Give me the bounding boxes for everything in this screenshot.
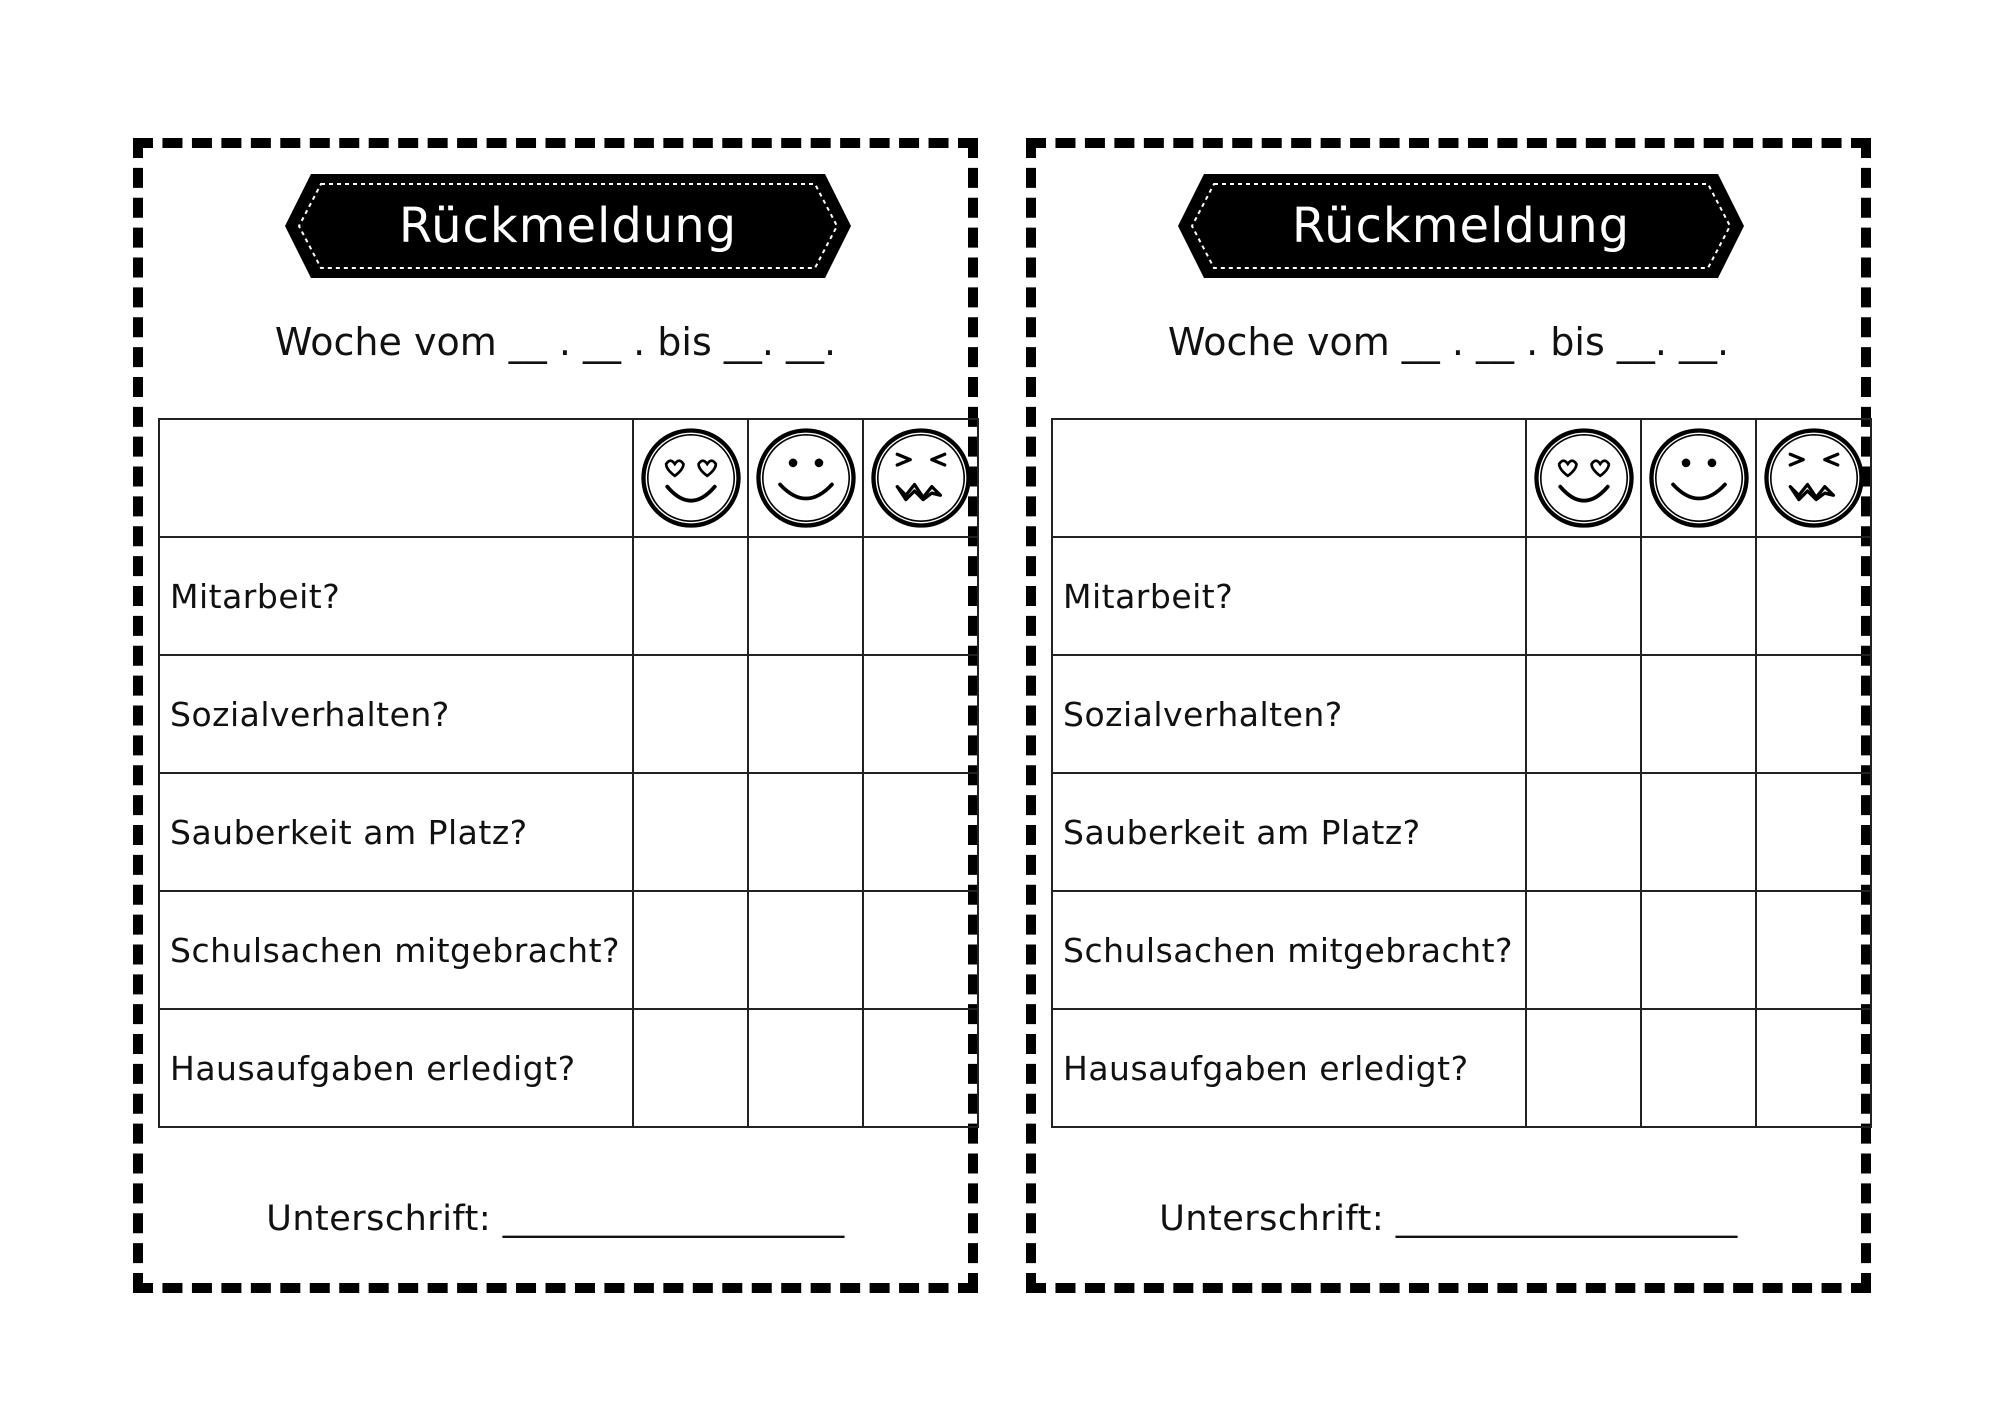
empty-header-cell: [159, 419, 633, 537]
signature-line: Unterschrift: ___________________: [1159, 1199, 1738, 1239]
heart-eyes-face-icon: [1526, 419, 1641, 537]
card-title: Rückmeldung: [1291, 198, 1631, 254]
table-row: [159, 773, 978, 891]
rating-cell[interactable]: [1526, 773, 1641, 891]
rating-cell[interactable]: [863, 537, 978, 655]
row-label: Sozialverhalten?: [1052, 655, 1526, 773]
feedback-table: [158, 418, 979, 1128]
rating-cell[interactable]: [1641, 1009, 1756, 1127]
table-row: [1052, 537, 1871, 655]
row-label: Sauberkeit am Platz?: [1052, 773, 1526, 891]
title-banner: [1176, 172, 1746, 280]
rating-cell[interactable]: [1526, 655, 1641, 773]
rating-cell[interactable]: [863, 773, 978, 891]
rating-cell[interactable]: [1756, 537, 1871, 655]
feedback-card-left: [133, 138, 978, 1293]
rating-cell[interactable]: [1641, 773, 1756, 891]
table-row: [1052, 1009, 1871, 1127]
rating-cell[interactable]: [748, 891, 863, 1009]
table-row: [1052, 891, 1871, 1009]
rating-cell[interactable]: [1526, 891, 1641, 1009]
rating-cell[interactable]: [1756, 891, 1871, 1009]
smiling-face-icon: [748, 419, 863, 537]
row-label: Sozialverhalten?: [159, 655, 633, 773]
rating-cell[interactable]: [633, 537, 748, 655]
table-row: [159, 1009, 978, 1127]
row-label: Schulsachen mitgebracht?: [159, 891, 633, 1009]
header-row: [1052, 419, 1871, 537]
rating-cell[interactable]: [748, 655, 863, 773]
smiling-face-icon: [1641, 419, 1756, 537]
week-date-line: Woche vom __ . __ . bis __. __.: [1167, 320, 1730, 364]
table-row: [1052, 773, 1871, 891]
header-row: [159, 419, 978, 537]
rating-cell[interactable]: [633, 1009, 748, 1127]
rating-cell[interactable]: [1641, 655, 1756, 773]
grimacing-face-icon: [1756, 419, 1871, 537]
rating-cell[interactable]: [863, 1009, 978, 1127]
rating-cell[interactable]: [633, 891, 748, 1009]
rating-cell[interactable]: [1641, 537, 1756, 655]
table-row: [1052, 655, 1871, 773]
table-row: [159, 891, 978, 1009]
row-label: Sauberkeit am Platz?: [159, 773, 633, 891]
rating-cell[interactable]: [1526, 537, 1641, 655]
title-banner: [283, 172, 853, 280]
rating-cell[interactable]: [1756, 655, 1871, 773]
card-title: Rückmeldung: [398, 198, 738, 254]
rating-cell[interactable]: [1526, 1009, 1641, 1127]
row-label: Mitarbeit?: [1052, 537, 1526, 655]
row-label: Hausaufgaben erledigt?: [159, 1009, 633, 1127]
rating-cell[interactable]: [633, 655, 748, 773]
rating-cell[interactable]: [748, 1009, 863, 1127]
row-label: Hausaufgaben erledigt?: [1052, 1009, 1526, 1127]
rating-cell[interactable]: [633, 773, 748, 891]
signature-line: Unterschrift: ___________________: [266, 1199, 845, 1239]
grimacing-face-icon: [863, 419, 978, 537]
rating-cell[interactable]: [1756, 1009, 1871, 1127]
empty-header-cell: [1052, 419, 1526, 537]
rating-cell[interactable]: [863, 655, 978, 773]
table-row: [159, 537, 978, 655]
feedback-table: [1051, 418, 1872, 1128]
rating-cell[interactable]: [748, 537, 863, 655]
row-label: Schulsachen mitgebracht?: [1052, 891, 1526, 1009]
row-label: Mitarbeit?: [159, 537, 633, 655]
feedback-card-right: [1026, 138, 1871, 1293]
heart-eyes-face-icon: [633, 419, 748, 537]
rating-cell[interactable]: [863, 891, 978, 1009]
rating-cell[interactable]: [1756, 773, 1871, 891]
rating-cell[interactable]: [1641, 891, 1756, 1009]
rating-cell[interactable]: [748, 773, 863, 891]
table-row: [159, 655, 978, 773]
week-date-line: Woche vom __ . __ . bis __. __.: [274, 320, 837, 364]
